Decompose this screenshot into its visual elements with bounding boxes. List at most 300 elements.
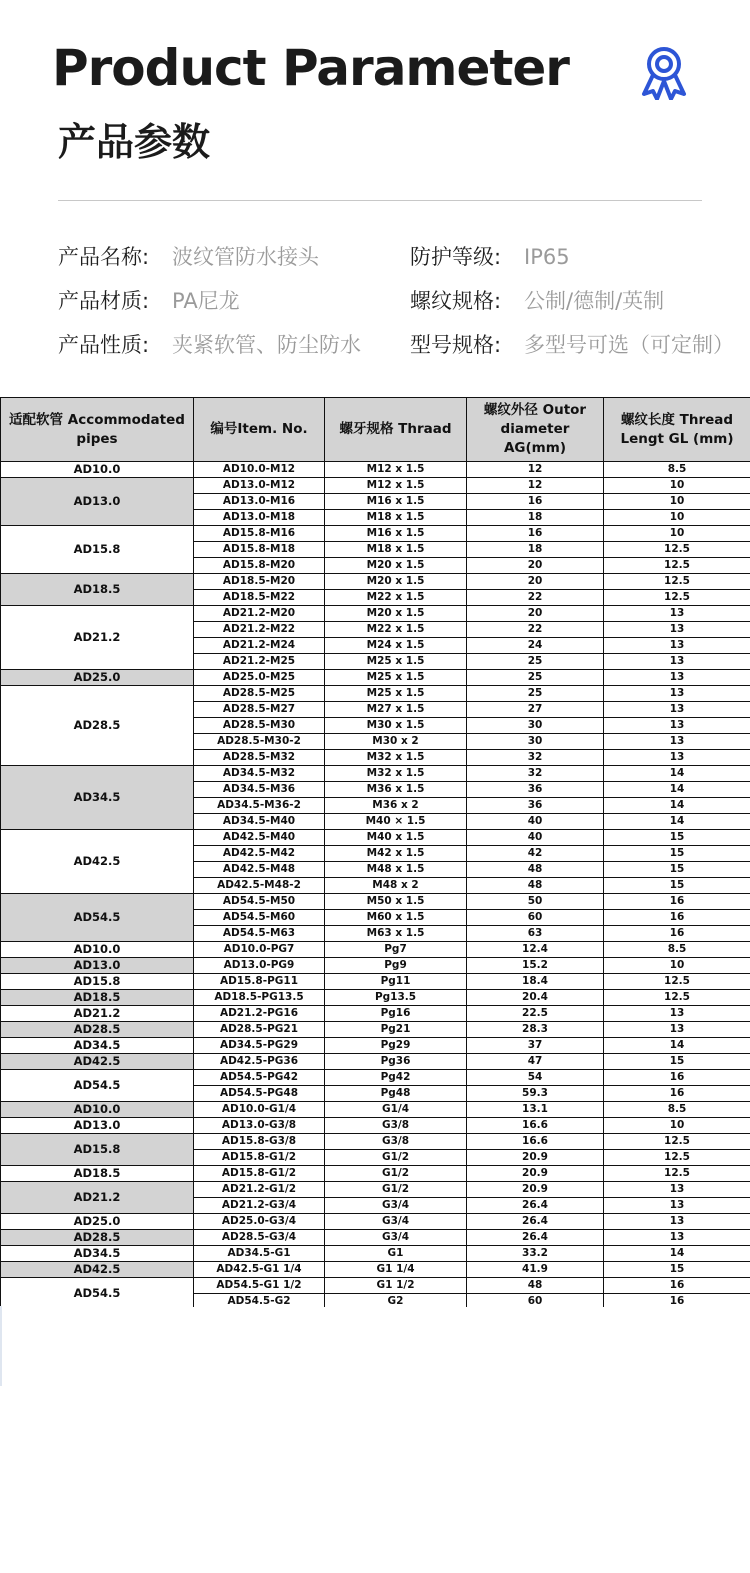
thread-cell: M48 x 2 — [325, 878, 467, 894]
spec-label: 防护等级: — [410, 245, 502, 269]
thread-cell: M36 x 2 — [325, 798, 467, 814]
item-no-cell: AD28.5-M32 — [194, 750, 325, 766]
thread-cell: M40 x 1.5 — [325, 830, 467, 846]
item-no-cell: AD21.2-M20 — [194, 606, 325, 622]
thread-length-cell: 15 — [604, 862, 750, 878]
outer-diameter-cell: 30 — [467, 718, 604, 734]
table-row — [1, 462, 750, 478]
pipe-cell: AD18.5 — [1, 990, 194, 1006]
item-no-cell: AD13.0-G3/8 — [194, 1118, 325, 1134]
thread-cell: M30 x 2 — [325, 734, 467, 750]
spec-row — [410, 239, 750, 275]
thread-length-cell: 16 — [604, 894, 750, 910]
thread-length-cell: 13 — [604, 670, 750, 686]
thread-cell: Pg36 — [325, 1054, 467, 1070]
outer-diameter-cell: 20.9 — [467, 1182, 604, 1198]
table-body — [1, 462, 750, 1308]
thread-length-cell: 12.5 — [604, 974, 750, 990]
spec-label: 型号规格: — [410, 333, 502, 357]
item-no-cell: AD21.2-G3/4 — [194, 1198, 325, 1214]
spec-value: IP65 — [524, 245, 570, 269]
thread-length-cell: 13 — [604, 622, 750, 638]
thread-length-cell: 12.5 — [604, 558, 750, 574]
thread-length-cell: 12.5 — [604, 574, 750, 590]
thread-length-cell: 12.5 — [604, 590, 750, 606]
thread-length-cell: 12.5 — [604, 1150, 750, 1166]
thread-cell: M18 x 1.5 — [325, 510, 467, 526]
pipe-cell: AD34.5 — [1, 766, 194, 830]
outer-diameter-cell: 25 — [467, 654, 604, 670]
outer-diameter-cell: 18 — [467, 510, 604, 526]
thread-length-cell: 16 — [604, 1070, 750, 1086]
table-row — [1, 990, 750, 1006]
outer-diameter-cell: 59.3 — [467, 1086, 604, 1102]
thread-cell: M22 x 1.5 — [325, 590, 467, 606]
spec-label: 螺纹规格: — [410, 289, 502, 313]
spec-value: 波纹管防水接头 — [172, 245, 319, 269]
spec-row — [410, 327, 750, 363]
outer-diameter-cell: 15.2 — [467, 958, 604, 974]
outer-diameter-cell: 26.4 — [467, 1198, 604, 1214]
pipe-cell: AD42.5 — [1, 830, 194, 894]
outer-diameter-cell: 20.9 — [467, 1166, 604, 1182]
pipe-cell: AD28.5 — [1, 686, 194, 766]
table-row — [1, 1214, 750, 1230]
item-no-cell: AD13.0-M18 — [194, 510, 325, 526]
outer-diameter-cell: 47 — [467, 1054, 604, 1070]
thread-cell: Pg16 — [325, 1006, 467, 1022]
thread-cell: G1 1/2 — [325, 1278, 467, 1294]
thread-cell: Pg9 — [325, 958, 467, 974]
item-no-cell: AD42.5-M40 — [194, 830, 325, 846]
outer-diameter-cell: 32 — [467, 766, 604, 782]
pipe-cell: AD13.0 — [1, 1118, 194, 1134]
outer-diameter-cell: 41.9 — [467, 1262, 604, 1278]
outer-diameter-cell: 18 — [467, 542, 604, 558]
thread-cell: M22 x 1.5 — [325, 622, 467, 638]
outer-diameter-cell: 40 — [467, 830, 604, 846]
item-no-cell: AD28.5-M30-2 — [194, 734, 325, 750]
item-no-cell: AD21.2-M25 — [194, 654, 325, 670]
pipe-cell: AD21.2 — [1, 606, 194, 670]
table-row — [1, 1102, 750, 1118]
thread-length-cell: 10 — [604, 494, 750, 510]
thread-cell: Pg13.5 — [325, 990, 467, 1006]
thread-length-cell: 14 — [604, 782, 750, 798]
thread-length-cell: 14 — [604, 1246, 750, 1262]
outer-diameter-cell: 63 — [467, 926, 604, 942]
item-no-cell: AD28.5-G3/4 — [194, 1230, 325, 1246]
thread-cell: G1/2 — [325, 1166, 467, 1182]
table-row — [1, 1118, 750, 1134]
thread-length-cell: 10 — [604, 958, 750, 974]
pipe-cell: AD18.5 — [1, 574, 194, 606]
outer-diameter-cell: 20 — [467, 558, 604, 574]
thread-cell: Pg7 — [325, 942, 467, 958]
thread-cell: M20 x 1.5 — [325, 558, 467, 574]
thread-length-cell: 14 — [604, 798, 750, 814]
thread-cell: G1/2 — [325, 1150, 467, 1166]
thread-cell: M48 x 1.5 — [325, 862, 467, 878]
thread-length-cell: 13 — [604, 702, 750, 718]
item-no-cell: AD34.5-M40 — [194, 814, 325, 830]
thread-cell: M25 x 1.5 — [325, 670, 467, 686]
page-title: Product Parameter — [52, 39, 569, 97]
outer-diameter-cell: 20.4 — [467, 990, 604, 1006]
outer-diameter-cell: 22 — [467, 590, 604, 606]
outer-diameter-cell: 48 — [467, 862, 604, 878]
table-row — [1, 1166, 750, 1182]
thread-length-cell: 10 — [604, 510, 750, 526]
table-row — [1, 1006, 750, 1022]
outer-diameter-cell: 13.1 — [467, 1102, 604, 1118]
outer-diameter-cell: 16 — [467, 526, 604, 542]
pipe-cell: AD21.2 — [1, 1006, 194, 1022]
outer-diameter-cell: 48 — [467, 878, 604, 894]
thread-length-cell: 16 — [604, 1294, 750, 1308]
pipe-cell: AD34.5 — [1, 1038, 194, 1054]
spec-value: 夹紧软管、防尘防水 — [172, 333, 361, 357]
outer-diameter-cell: 50 — [467, 894, 604, 910]
item-no-cell: AD28.5-M27 — [194, 702, 325, 718]
outer-diameter-cell: 42 — [467, 846, 604, 862]
thread-length-cell: 8.5 — [604, 462, 750, 478]
item-no-cell: AD42.5-M42 — [194, 846, 325, 862]
item-no-cell: AD54.5-M60 — [194, 910, 325, 926]
thread-cell: M63 x 1.5 — [325, 926, 467, 942]
item-no-cell: AD54.5-M50 — [194, 894, 325, 910]
column-header-thread-length: 螺纹长度 Thread Lengt GL (mm) — [604, 398, 750, 462]
outer-diameter-cell: 16 — [467, 494, 604, 510]
outer-diameter-cell: 30 — [467, 734, 604, 750]
pipe-cell: AD18.5 — [1, 1166, 194, 1182]
thread-length-cell: 15 — [604, 1054, 750, 1070]
thread-cell: M18 x 1.5 — [325, 542, 467, 558]
outer-diameter-cell: 18.4 — [467, 974, 604, 990]
thread-cell: M16 x 1.5 — [325, 494, 467, 510]
outer-diameter-cell: 24 — [467, 638, 604, 654]
thread-length-cell: 12.5 — [604, 1134, 750, 1150]
pipe-cell: AD28.5 — [1, 1230, 194, 1246]
thread-cell: Pg42 — [325, 1070, 467, 1086]
column-header-item-no: 编号Item. No. — [194, 398, 325, 462]
thread-cell: M20 x 1.5 — [325, 606, 467, 622]
header-divider — [58, 200, 702, 201]
table-row — [1, 526, 750, 542]
pipe-cell: AD10.0 — [1, 942, 194, 958]
item-no-cell: AD28.5-M30 — [194, 718, 325, 734]
pipe-cell: AD15.8 — [1, 526, 194, 574]
thread-length-cell: 13 — [604, 718, 750, 734]
thread-length-cell: 14 — [604, 814, 750, 830]
spec-row — [58, 327, 388, 363]
column-header-outer-diameter: 螺纹外径 Outor diameter AG(mm) — [467, 398, 604, 462]
column-header-pipes: 适配软管 Accommodated pipes — [1, 398, 194, 462]
thread-length-cell: 12.5 — [604, 542, 750, 558]
thread-length-cell: 8.5 — [604, 942, 750, 958]
item-no-cell: AD25.0-G3/4 — [194, 1214, 325, 1230]
outer-diameter-cell: 26.4 — [467, 1214, 604, 1230]
outer-diameter-cell: 40 — [467, 814, 604, 830]
table-row — [1, 1134, 750, 1150]
thread-cell: G1/4 — [325, 1102, 467, 1118]
spec-value: PA尼龙 — [172, 289, 240, 313]
thread-cell: M12 x 1.5 — [325, 462, 467, 478]
thread-cell: G1/2 — [325, 1182, 467, 1198]
item-no-cell: AD15.8-G1/2 — [194, 1150, 325, 1166]
item-no-cell: AD42.5-G1 1/4 — [194, 1262, 325, 1278]
thread-length-cell: 15 — [604, 1262, 750, 1278]
pipe-cell: AD21.2 — [1, 1182, 194, 1214]
thread-length-cell: 13 — [604, 686, 750, 702]
outer-diameter-cell: 12 — [467, 478, 604, 494]
thread-length-cell: 12.5 — [604, 1166, 750, 1182]
table-row — [1, 830, 750, 846]
thread-length-cell: 16 — [604, 910, 750, 926]
table-row — [1, 686, 750, 702]
item-no-cell: AD15.8-PG11 — [194, 974, 325, 990]
item-no-cell: AD13.0-PG9 — [194, 958, 325, 974]
table-row — [1, 894, 750, 910]
pipe-cell: AD25.0 — [1, 1214, 194, 1230]
thread-length-cell: 15 — [604, 878, 750, 894]
spec-row — [410, 283, 750, 319]
item-no-cell: AD10.0-PG7 — [194, 942, 325, 958]
thread-length-cell: 16 — [604, 1278, 750, 1294]
thread-length-cell: 14 — [604, 1038, 750, 1054]
item-no-cell: AD34.5-M36 — [194, 782, 325, 798]
item-no-cell: AD10.0-G1/4 — [194, 1102, 325, 1118]
thread-length-cell: 15 — [604, 830, 750, 846]
table-header-row — [1, 398, 750, 462]
thread-length-cell: 10 — [604, 1118, 750, 1134]
spec-label: 产品名称: — [58, 245, 150, 269]
table-row — [1, 670, 750, 686]
outer-diameter-cell: 12 — [467, 462, 604, 478]
item-no-cell: AD13.0-M16 — [194, 494, 325, 510]
item-no-cell: AD34.5-M36-2 — [194, 798, 325, 814]
item-no-cell: AD42.5-PG36 — [194, 1054, 325, 1070]
thread-cell: M25 x 1.5 — [325, 654, 467, 670]
thread-length-cell: 8.5 — [604, 1102, 750, 1118]
table-row — [1, 1262, 750, 1278]
item-no-cell: AD54.5-PG42 — [194, 1070, 325, 1086]
outer-diameter-cell: 22.5 — [467, 1006, 604, 1022]
table-row — [1, 1070, 750, 1086]
pipe-cell: AD54.5 — [1, 1070, 194, 1102]
thread-cell: G3/4 — [325, 1198, 467, 1214]
outer-diameter-cell: 60 — [467, 910, 604, 926]
item-no-cell: AD15.8-M20 — [194, 558, 325, 574]
item-no-cell: AD54.5-G2 — [194, 1294, 325, 1308]
outer-diameter-cell: 12.4 — [467, 942, 604, 958]
thread-cell: G1 — [325, 1246, 467, 1262]
thread-length-cell: 13 — [604, 654, 750, 670]
item-no-cell: AD15.8-G1/2 — [194, 1166, 325, 1182]
item-no-cell: AD15.8-M18 — [194, 542, 325, 558]
thread-cell: M30 x 1.5 — [325, 718, 467, 734]
item-no-cell: AD25.0-M25 — [194, 670, 325, 686]
pipe-cell: AD10.0 — [1, 1102, 194, 1118]
thread-cell: M12 x 1.5 — [325, 478, 467, 494]
thread-length-cell: 13 — [604, 734, 750, 750]
item-no-cell: AD21.2-M24 — [194, 638, 325, 654]
outer-diameter-cell: 26.4 — [467, 1230, 604, 1246]
thread-length-cell: 16 — [604, 1086, 750, 1102]
thread-length-cell: 16 — [604, 926, 750, 942]
table-row — [1, 1230, 750, 1246]
thread-cell: G3/4 — [325, 1214, 467, 1230]
spec-row — [58, 283, 388, 319]
outer-diameter-cell: 48 — [467, 1278, 604, 1294]
thread-length-cell: 12.5 — [604, 990, 750, 1006]
thread-cell: G3/4 — [325, 1230, 467, 1246]
thread-length-cell: 13 — [604, 1182, 750, 1198]
thread-cell: M24 x 1.5 — [325, 638, 467, 654]
outer-diameter-cell: 25 — [467, 670, 604, 686]
pipe-cell: AD25.0 — [1, 670, 194, 686]
parameter-table-container — [0, 397, 750, 1307]
thread-length-cell: 10 — [604, 526, 750, 542]
item-no-cell: AD28.5-M25 — [194, 686, 325, 702]
pipe-cell: AD34.5 — [1, 1246, 194, 1262]
outer-diameter-cell: 25 — [467, 686, 604, 702]
spec-value: 公制/德制/英制 — [524, 289, 665, 313]
item-no-cell: AD10.0-M12 — [194, 462, 325, 478]
item-no-cell: AD15.8-M16 — [194, 526, 325, 542]
item-no-cell: AD21.2-G1/2 — [194, 1182, 325, 1198]
thread-length-cell: 13 — [604, 606, 750, 622]
thread-cell: Pg11 — [325, 974, 467, 990]
parameter-table — [0, 397, 750, 1307]
thread-cell: M50 x 1.5 — [325, 894, 467, 910]
table-row — [1, 942, 750, 958]
item-no-cell: AD21.2-PG16 — [194, 1006, 325, 1022]
table-row — [1, 958, 750, 974]
thread-cell: G2 — [325, 1294, 467, 1308]
table-row — [1, 478, 750, 494]
outer-diameter-cell: 20 — [467, 574, 604, 590]
outer-diameter-cell: 16.6 — [467, 1118, 604, 1134]
thread-cell: Pg21 — [325, 1022, 467, 1038]
pipe-cell: AD28.5 — [1, 1022, 194, 1038]
outer-diameter-cell: 36 — [467, 798, 604, 814]
thread-cell: G3/8 — [325, 1134, 467, 1150]
pipe-cell: AD15.8 — [1, 974, 194, 990]
item-no-cell: AD34.5-M32 — [194, 766, 325, 782]
item-no-cell: AD42.5-M48-2 — [194, 878, 325, 894]
item-no-cell: AD21.2-M22 — [194, 622, 325, 638]
table-row — [1, 1022, 750, 1038]
item-no-cell: AD34.5-PG29 — [194, 1038, 325, 1054]
outer-diameter-cell: 54 — [467, 1070, 604, 1086]
outer-diameter-cell: 32 — [467, 750, 604, 766]
thread-length-cell: 13 — [604, 1214, 750, 1230]
table-row — [1, 606, 750, 622]
pipe-cell: AD42.5 — [1, 1262, 194, 1278]
thread-cell: Pg29 — [325, 1038, 467, 1054]
thread-length-cell: 13 — [604, 1006, 750, 1022]
thread-length-cell: 13 — [604, 1230, 750, 1246]
table-row — [1, 766, 750, 782]
thread-cell: Pg48 — [325, 1086, 467, 1102]
table-row — [1, 1054, 750, 1070]
outer-diameter-cell: 28.3 — [467, 1022, 604, 1038]
item-no-cell: AD13.0-M12 — [194, 478, 325, 494]
column-header-thread: 螺牙规格 Thraad — [325, 398, 467, 462]
spec-label: 产品性质: — [58, 333, 150, 357]
thread-length-cell: 13 — [604, 1198, 750, 1214]
table-row — [1, 974, 750, 990]
thread-length-cell: 15 — [604, 846, 750, 862]
thread-cell: M42 x 1.5 — [325, 846, 467, 862]
page-subtitle: 产品参数 — [58, 120, 211, 164]
spec-value: 多型号可选（可定制） — [524, 333, 734, 357]
item-no-cell: AD18.5-M22 — [194, 590, 325, 606]
thread-length-cell: 13 — [604, 1022, 750, 1038]
table-row — [1, 1278, 750, 1294]
outer-diameter-cell: 16.6 — [467, 1134, 604, 1150]
thread-length-cell: 10 — [604, 478, 750, 494]
outer-diameter-cell: 33.2 — [467, 1246, 604, 1262]
item-no-cell: AD18.5-M20 — [194, 574, 325, 590]
pipe-cell: AD54.5 — [1, 894, 194, 942]
outer-diameter-cell: 20.9 — [467, 1150, 604, 1166]
thread-cell: G3/8 — [325, 1118, 467, 1134]
item-no-cell: AD15.8-G3/8 — [194, 1134, 325, 1150]
thread-cell: M20 x 1.5 — [325, 574, 467, 590]
pipe-cell: AD54.5 — [1, 1278, 194, 1308]
thread-length-cell: 13 — [604, 750, 750, 766]
spec-label: 产品材质: — [58, 289, 150, 313]
outer-diameter-cell: 20 — [467, 606, 604, 622]
thread-cell: M27 x 1.5 — [325, 702, 467, 718]
table-row — [1, 1038, 750, 1054]
outer-diameter-cell: 36 — [467, 782, 604, 798]
thread-cell: M25 x 1.5 — [325, 686, 467, 702]
thread-cell: M60 x 1.5 — [325, 910, 467, 926]
item-no-cell: AD54.5-PG48 — [194, 1086, 325, 1102]
table-row — [1, 574, 750, 590]
outer-diameter-cell: 22 — [467, 622, 604, 638]
pipe-cell: AD10.0 — [1, 462, 194, 478]
spec-row — [58, 239, 388, 275]
award-ribbon-icon — [634, 44, 694, 100]
thread-cell: G1 1/4 — [325, 1262, 467, 1278]
thread-length-cell: 13 — [604, 638, 750, 654]
thread-cell: M36 x 1.5 — [325, 782, 467, 798]
item-no-cell: AD34.5-G1 — [194, 1246, 325, 1262]
thread-length-cell: 14 — [604, 766, 750, 782]
outer-diameter-cell: 60 — [467, 1294, 604, 1308]
pipe-cell: AD13.0 — [1, 478, 194, 526]
item-no-cell: AD18.5-PG13.5 — [194, 990, 325, 1006]
table-row — [1, 1182, 750, 1198]
pipe-cell: AD13.0 — [1, 958, 194, 974]
thread-cell: M40 × 1.5 — [325, 814, 467, 830]
outer-diameter-cell: 27 — [467, 702, 604, 718]
item-no-cell: AD42.5-M48 — [194, 862, 325, 878]
thread-cell: M32 x 1.5 — [325, 750, 467, 766]
item-no-cell: AD28.5-PG21 — [194, 1022, 325, 1038]
pipe-cell: AD42.5 — [1, 1054, 194, 1070]
table-row — [1, 1246, 750, 1262]
outer-diameter-cell: 37 — [467, 1038, 604, 1054]
thread-cell: M16 x 1.5 — [325, 526, 467, 542]
thread-cell: M32 x 1.5 — [325, 766, 467, 782]
pipe-cell: AD15.8 — [1, 1134, 194, 1166]
item-no-cell: AD54.5-M63 — [194, 926, 325, 942]
